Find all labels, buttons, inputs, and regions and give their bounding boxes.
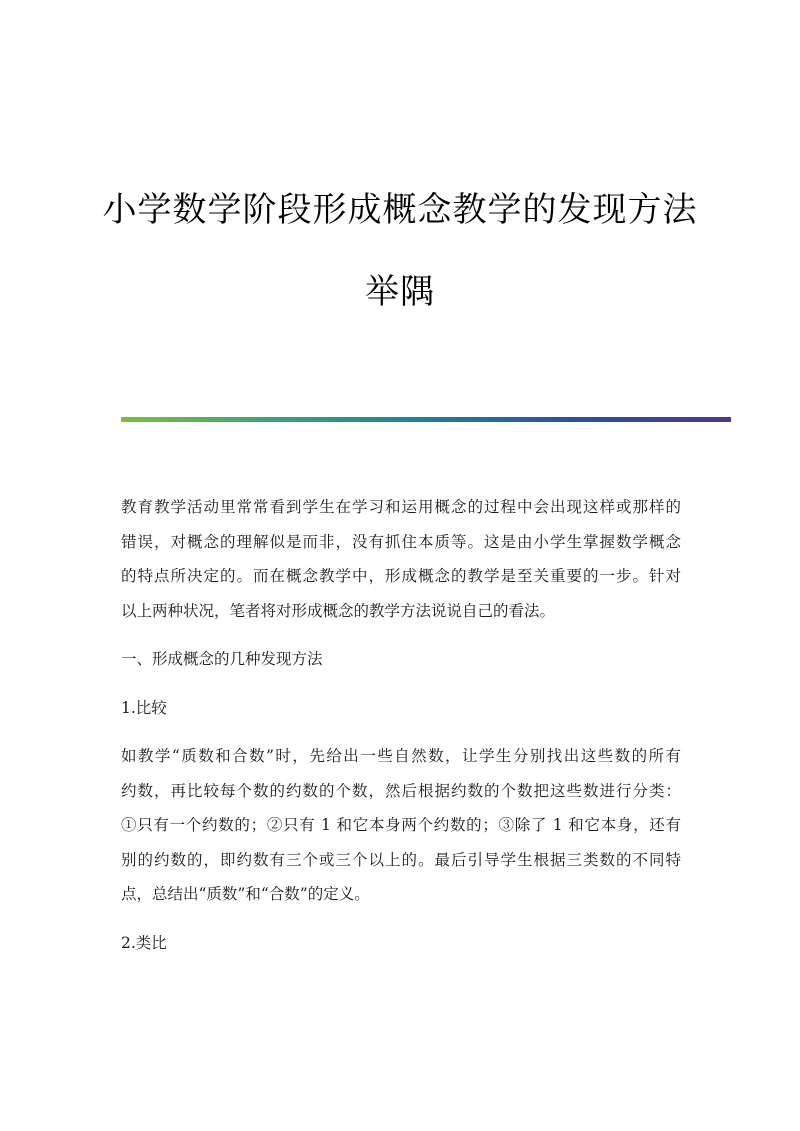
intro-line-4: 以上两种状况，笔者将对形成概念的教学方法说说自己的看法。 bbox=[121, 601, 556, 620]
compare-paragraph bbox=[121, 739, 681, 912]
subsection-heading-compare: 1.比较 bbox=[121, 698, 167, 717]
section-heading-1: 一、形成概念的几种发现方法 bbox=[121, 650, 323, 668]
compare-line-5: 点，总结出“质数”和“合数”的定义。 bbox=[121, 885, 370, 903]
intro-line-2: 错误，对概念的理解似是而非，没有抓住本质等。这是由小学生掌握数学概念 bbox=[121, 532, 681, 551]
document-title-line-1: 小学数学阶段形成概念教学的发现方法 bbox=[102, 190, 698, 230]
compare-line-1: 如教学“质数和合数”时，先给出一些自然数，让学生分别找出这些数的所有 bbox=[121, 747, 681, 765]
document-body bbox=[121, 490, 681, 960]
document-title-line-2: 举隅 bbox=[365, 272, 435, 312]
compare-line-4: 别的约数的，即约数有三个或三个以上的。最后引导学生根据三类数的不同特 bbox=[121, 850, 681, 869]
title-divider bbox=[121, 417, 731, 422]
compare-line-3: ①只有一个约数的；②只有 1 和它本身两个约数的；③除了 1 和它本身，还有 bbox=[121, 816, 681, 834]
compare-line-2: 约数，再比较每个数的约数的个数，然后根据约数的个数把这些数进行分类： bbox=[121, 781, 681, 800]
intro-line-1: 教育教学活动里常常看到学生在学习和运用概念的过程中会出现这样或那样的 bbox=[121, 498, 681, 516]
intro-line-3: 的特点所决定的。而在概念教学中，形成概念的教学是至关重要的一步。针对 bbox=[121, 567, 681, 585]
subsection-heading-analogy: 2.类比 bbox=[121, 933, 167, 952]
intro-paragraph bbox=[121, 490, 681, 628]
